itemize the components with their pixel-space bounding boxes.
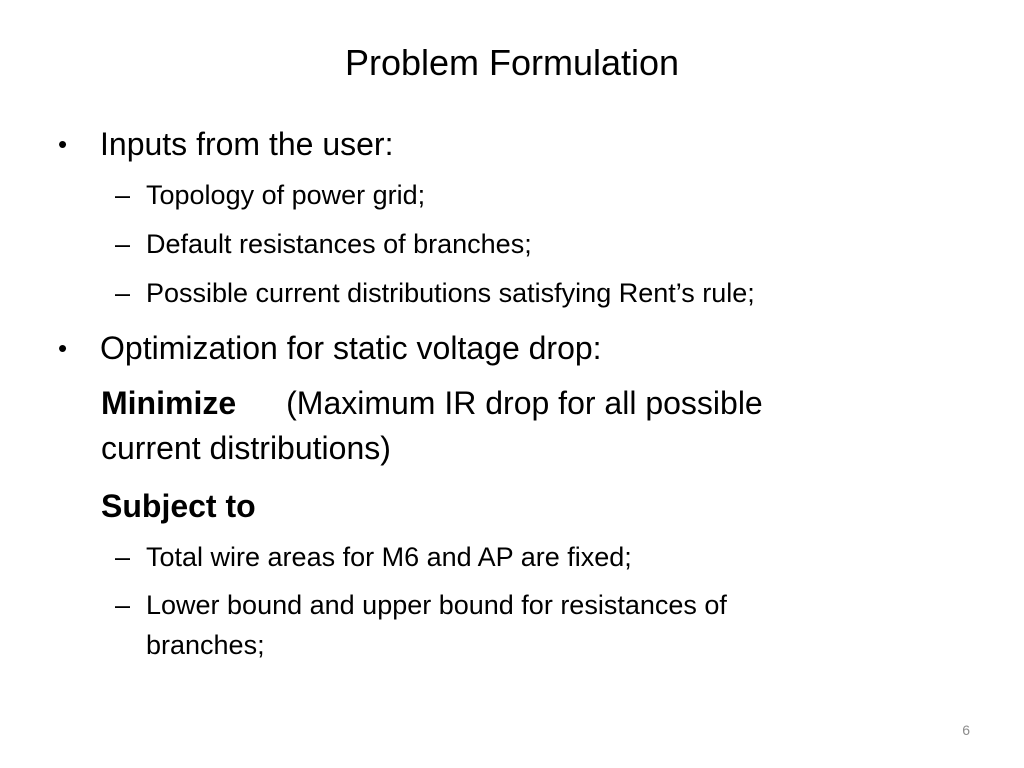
subitem-text: Lower bound and upper bound for resistances of [146,590,727,620]
bullet-marker: • [58,129,68,159]
dash-marker: – [115,278,131,308]
slide-title: Problem Formulation [344,42,680,83]
subject-to-text: Subject to [101,488,256,524]
subitem-wire-areas [115,541,632,573]
dash-marker: – [115,590,131,620]
dash-marker: – [115,180,131,210]
bullet-text: Optimization for static voltage drop: [100,330,602,366]
subitem-bounds-continuation: branches; [146,630,265,660]
subitem-text: Total wire areas for M6 and AP are fixed; [146,542,632,572]
dash-marker: – [115,229,131,259]
subitem-topology [115,179,425,211]
subitem-text: Default resistances of branches; [146,229,532,259]
subitem-current-distributions [115,277,755,309]
objective-continuation: current distributions) [101,430,391,466]
bullet-inputs [58,124,393,164]
bullet-optimization [58,328,602,368]
subitem-text: Possible current distributions satisfying Rent’s rule; [146,278,755,308]
subject-to-keyword [101,486,256,526]
subitem-default-resistances [115,228,532,260]
minimize-keyword: Minimize [101,385,237,421]
bullet-marker: • [58,333,68,363]
subitem-text: Topology of power grid; [146,180,426,210]
subitem-bounds [115,589,727,621]
objective-text: (Maximum IR drop for all possible [286,385,763,421]
page-number: 6 [962,722,970,738]
dash-marker: – [115,542,131,572]
bullet-text: Inputs from the user: [100,126,394,162]
objective-line [101,383,763,423]
